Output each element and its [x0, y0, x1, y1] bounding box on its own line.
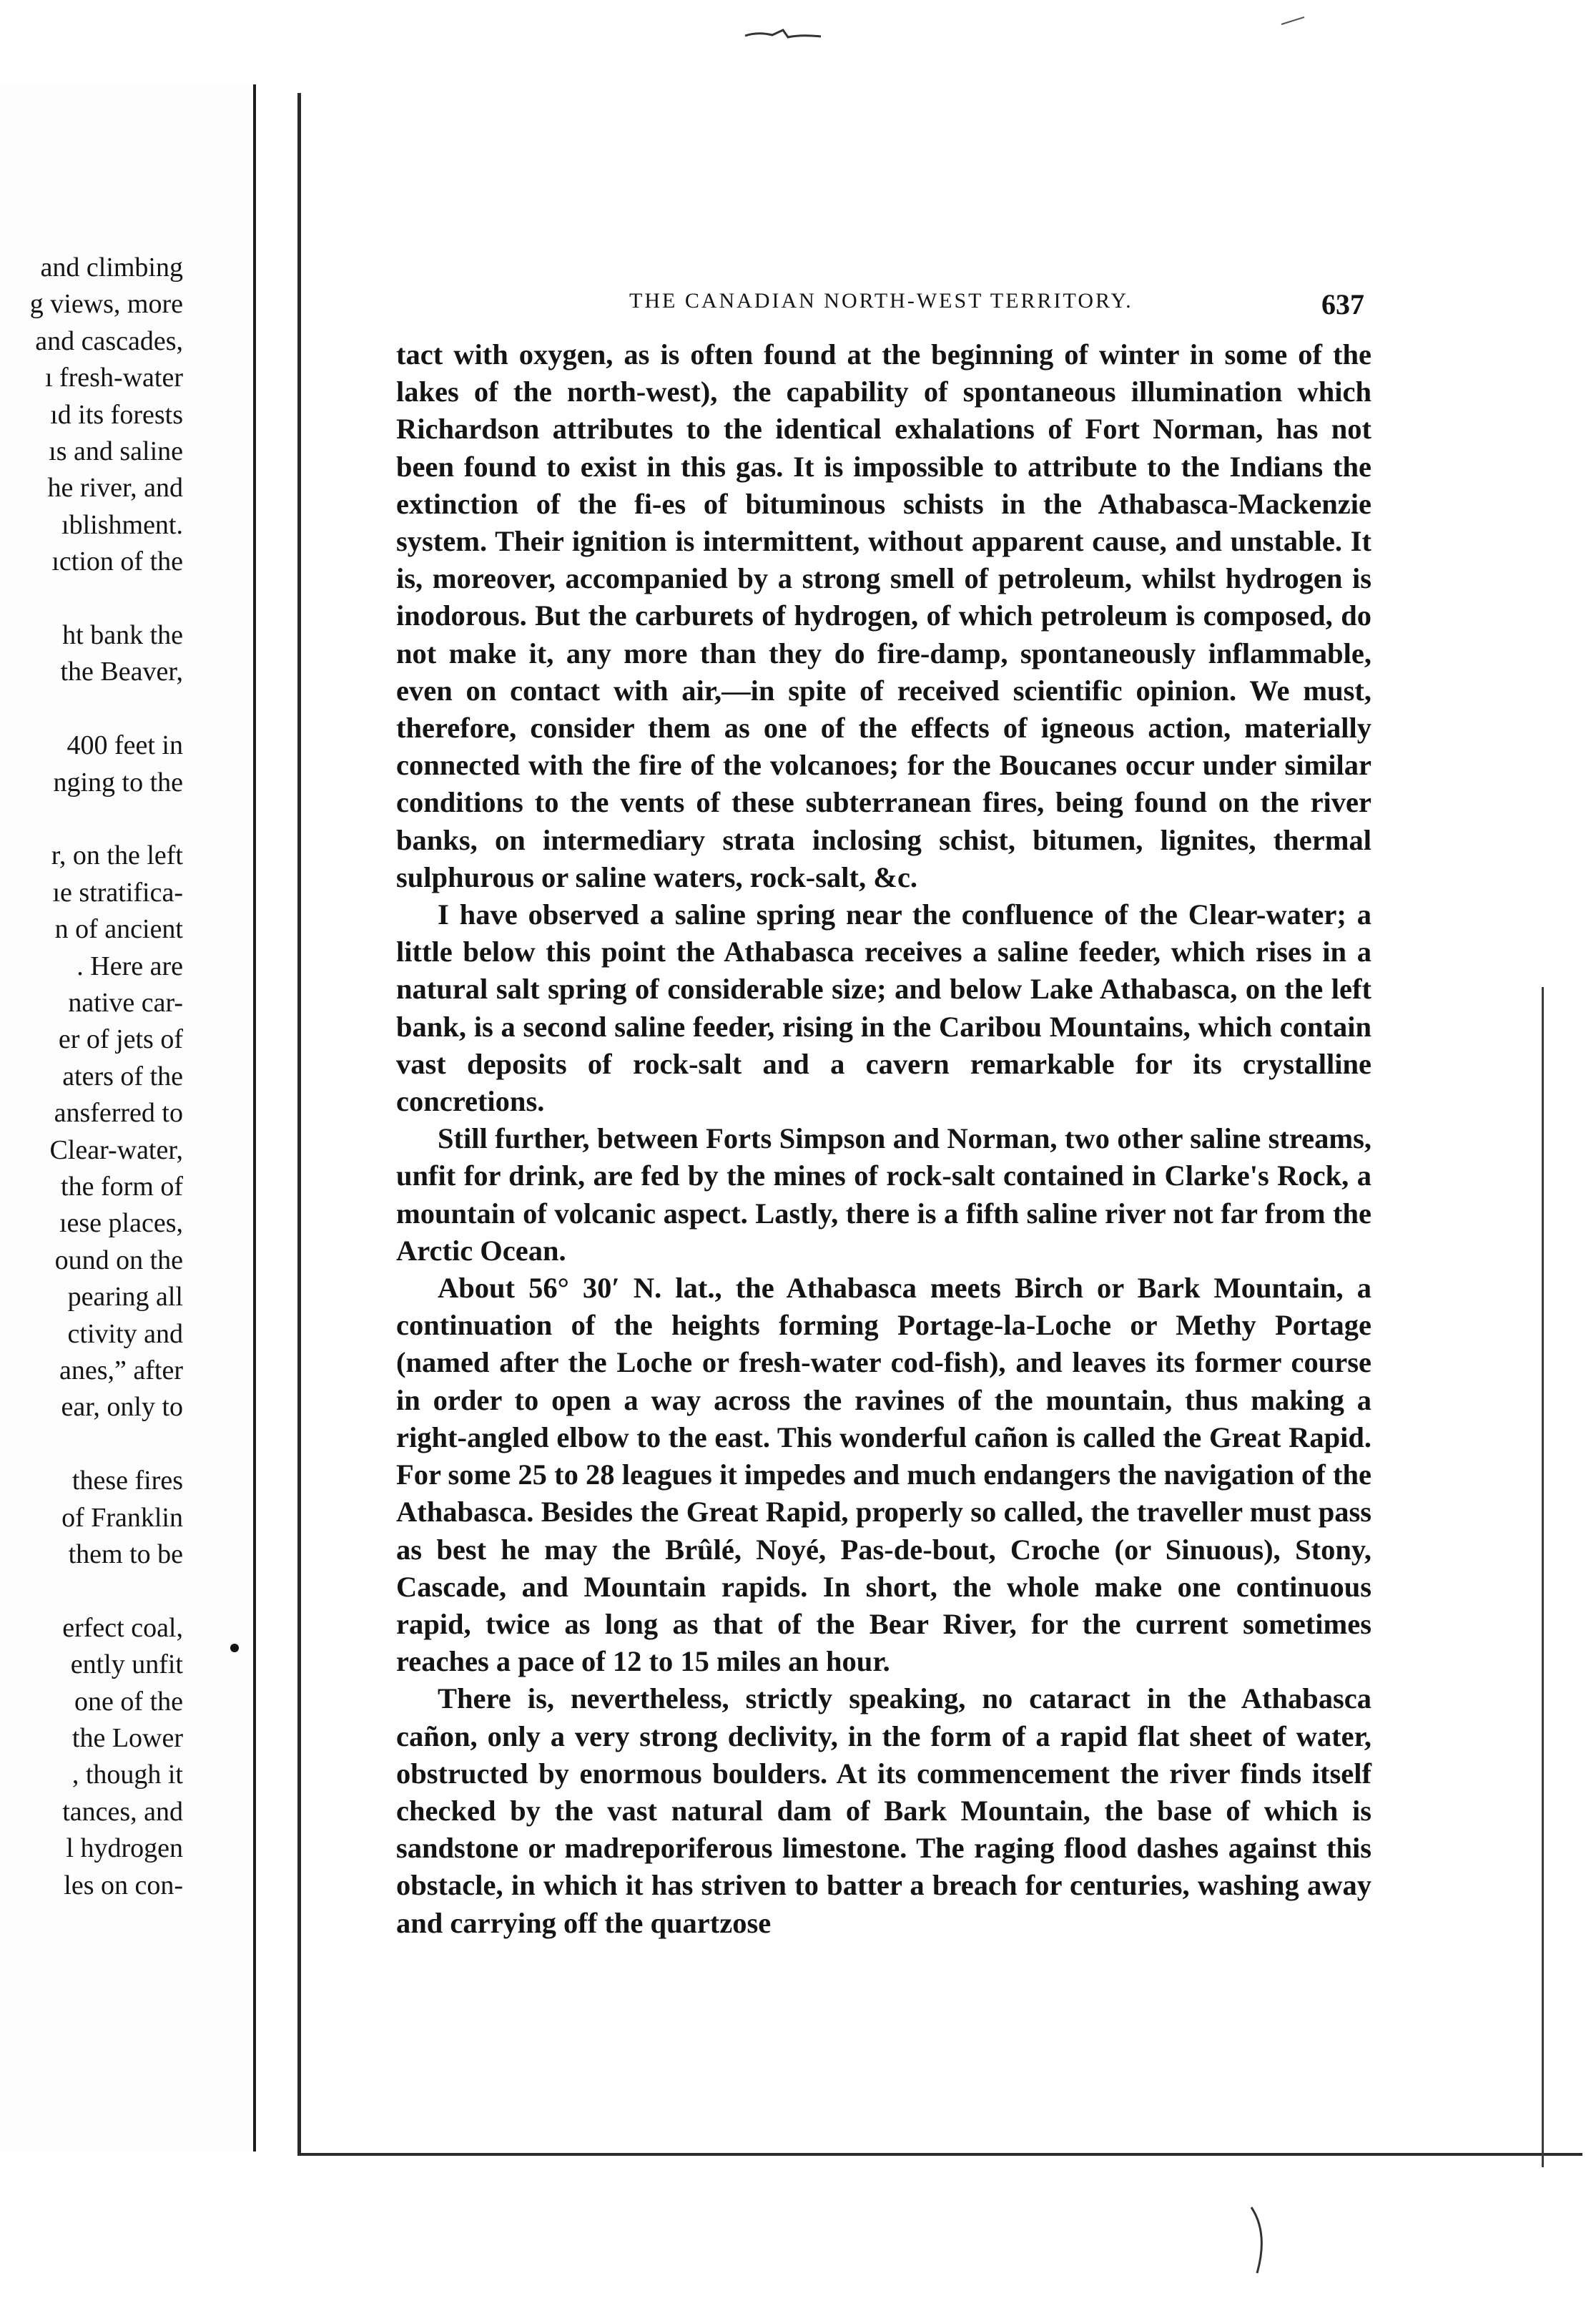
top-ink-speck	[1280, 16, 1306, 26]
body-paragraph: Still further, between Forts Simpson and Norman, two other saline streams, unfit for drink, are fed by the mines of rock-salt contained in Clarke's Rock, a mountain of volcanic aspect. Lastly, there is a fifth saline river not far from the Arctic Ocean.	[396, 1122, 1371, 1267]
previous-page-line: ently unfit	[70, 1649, 183, 1680]
previous-page-line: g views, more	[29, 289, 183, 320]
gutter-mark	[230, 1644, 239, 1652]
previous-page-line: ıese places,	[59, 1208, 183, 1239]
previous-page-line: ıe stratifica-	[52, 877, 183, 908]
previous-page-line: the Lower	[72, 1723, 183, 1753]
previous-page-line: l hydrogen	[66, 1833, 183, 1864]
previous-page-line: them to be	[68, 1539, 183, 1569]
bottom-ink-mark	[1247, 2204, 1276, 2276]
previous-page-line: ı fresh-water	[44, 363, 183, 393]
previous-page-line: anes,” after	[59, 1355, 183, 1385]
previous-page-line: ansferred to	[54, 1098, 183, 1129]
top-ink-mark	[744, 29, 822, 41]
previous-page-line: these fires	[72, 1466, 183, 1496]
previous-page-line: pearing all	[67, 1282, 183, 1313]
page-edge-line	[1542, 987, 1544, 2167]
previous-page-line: ound on the	[54, 1245, 183, 1275]
previous-page-line: ıs and saline	[49, 436, 183, 466]
previous-page-line: . Here are	[77, 951, 183, 981]
previous-page-line: ctivity and	[67, 1318, 183, 1349]
previous-page-line: Clear-water,	[49, 1134, 183, 1165]
previous-page-line: 400 feet in	[66, 730, 183, 761]
body-paragraph: tact with oxygen, as is often found at the beginning of winter in some of the lakes of the north-west), the capability of spontaneous illumination which Richardson attributes to the identical exhalations of Fort Norman, has not been found to exist in this gas. It is impossible to attribute to the Indians the extinction of the fi-es of bituminous schists in the Athabasca-Mackenzie system. Their ignition is intermittent, without apparent cause, and unstable. It is, moreover, accompanied by a strong smell of petroleum, whilst hydrogen is inodorous. But the carburets of hydrogen, of which petroleum is composed, do not make it, any more than they do fire-damp, spontaneously inflammable, even on contact with air,—in spite of received scientific opinion. We must, therefore, consider them as one of the effects of igneous action, materially connected with the fire of the volcanoes; for the Boucanes occur under similar conditions to the vents of these subterranean fires, being found on the river banks, on intermediary strata inclosing schist, bitumen, lignites, thermal sulphurous or saline waters, rock-salt, &c.	[396, 338, 1371, 893]
previous-page-line: of Franklin	[61, 1502, 183, 1533]
previous-page-line: tances, and	[62, 1796, 183, 1827]
previous-page-line: ıction of the	[51, 546, 183, 577]
previous-page-line: one of the	[74, 1686, 183, 1717]
previous-page-line: er of jets of	[58, 1024, 183, 1055]
previous-page-line: and cascades,	[35, 325, 183, 356]
previous-page-line: ıblishment.	[61, 509, 183, 540]
previous-page-line: ear, only to	[61, 1392, 183, 1423]
previous-page-line: and climbing	[40, 252, 183, 283]
previous-page-line: erfect coal,	[62, 1612, 183, 1643]
page-body-text	[396, 336, 1371, 1942]
previous-page-line: , though it	[72, 1760, 183, 1790]
body-paragraph: There is, nevertheless, strictly speaking, no cataract in the Athabasca cañon, only a very strong declivity, in the form of a rapid flat sheet of water, obstructed by enormous boulders. At its commencement the river finds itself checked by the vast natural dam of Bark Mountain, the base of which is sandstone or madreporiferous limestone. The raging flood dashes against this obstacle, in which it has striven to batter a breach for centuries, washing away and carrying off the quartzose	[396, 1682, 1371, 1939]
body-paragraph: About 56° 30′ N. lat., the Athabasca meets Birch or Bark Mountain, a continuation of the heights forming Portage-la-Loche or Methy Portage (named after the Loche or fresh-water cod-fish), and leaves its former course in order to open a way across the ravines of the mountain, thus making a right-angled elbow to the east. This wonderful cañon is called the Great Rapid. For some 25 to 28 leagues it impedes and much endangers the navigation of the Athabasca. Besides the Great Rapid, properly so called, the traveller must pass as best he may the Brûlé, Noyé, Pas-de-bout, Croche (or Sinuous), Stony, Cascade, and Mountain rapids. In short, the whole make one continuous rapid, twice as long as that of the Bear River, for the current sometimes reaches a pace of 12 to 15 miles an hour.	[396, 1272, 1371, 1678]
page-number: 637	[1321, 288, 1364, 320]
previous-page-line: he river, and	[47, 473, 183, 504]
body-paragraph: I have observed a saline spring near the confluence of the Clear-water; a little below this point the Athabasca receives a saline feeder, which rises in a natural salt spring of considerable size; and below Lake Athabasca, on the left bank, is a second saline feeder, rising in the Caribou Mountains, which contain vast deposits of rock-salt and a cavern remarkable for its crystalline concretions.	[396, 898, 1371, 1118]
running-head: THE CANADIAN NORTH-WEST TERRITORY.	[629, 289, 1133, 313]
previous-page-line: the Beaver,	[60, 657, 183, 687]
previous-page-line: r, on the left	[51, 840, 183, 871]
previous-page-line: n of ancient	[54, 914, 183, 945]
previous-page-line: les on con-	[64, 1870, 183, 1900]
previous-page-line: ıd its forests	[50, 399, 183, 430]
previous-page-line: ht bank the	[62, 620, 183, 650]
previous-page	[0, 84, 256, 2152]
previous-page-line: native car-	[68, 988, 183, 1018]
previous-page-line: nging to the	[53, 767, 183, 798]
previous-page-line: the form of	[61, 1172, 183, 1202]
previous-page-line: aters of the	[62, 1061, 183, 1091]
